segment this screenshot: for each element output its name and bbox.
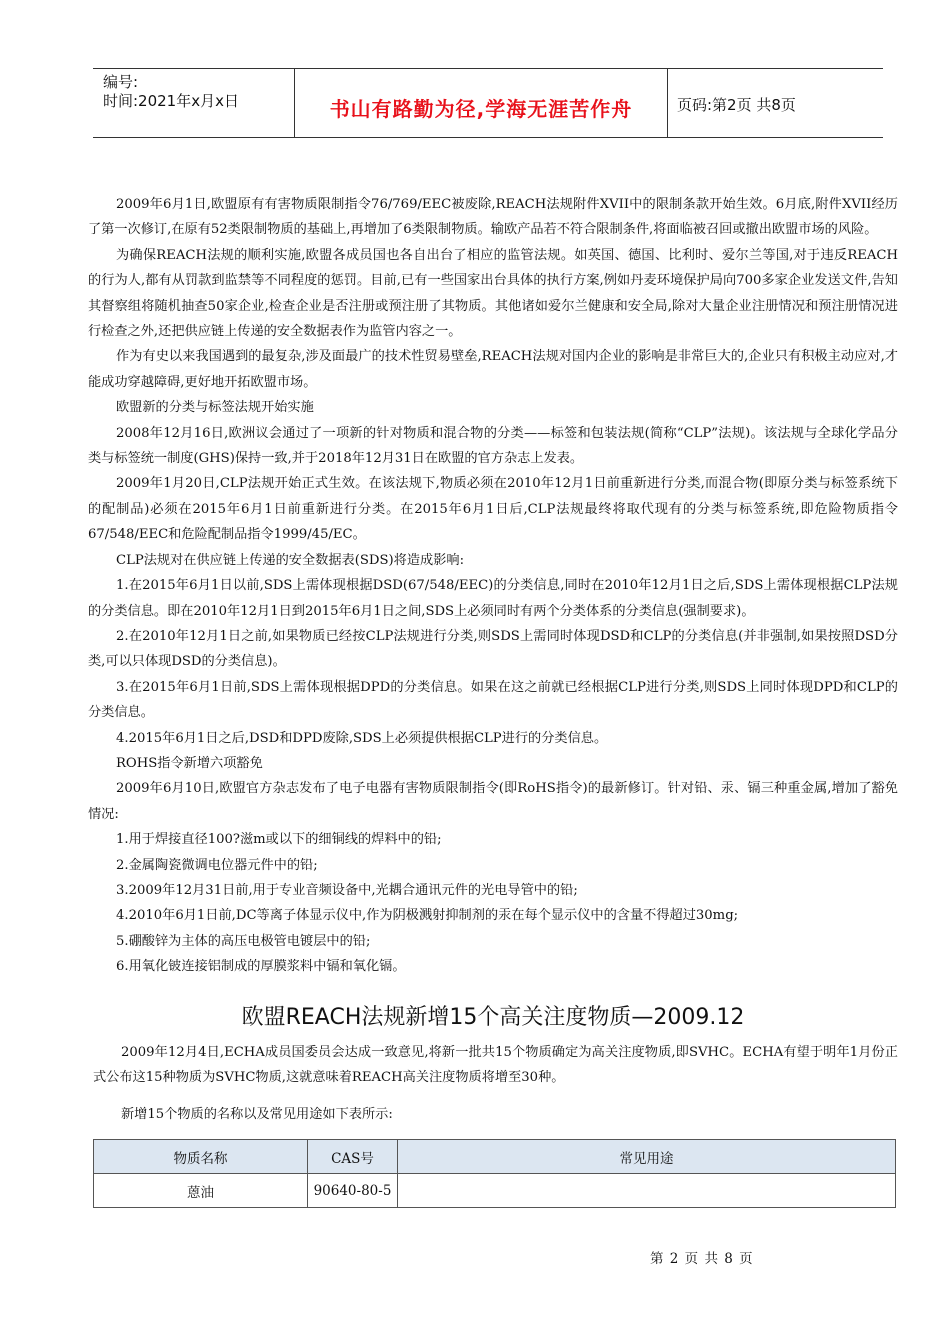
paragraph: 2009年6月10日,欧盟官方杂志发布了电子电器有害物质限制指令(即RoHS指令)的最新修订。针对铅、汞、镉三种重金属,增加了豁免情况: (88, 781, 898, 822)
section-body (93, 1040, 898, 1091)
header-time: 时间:2021年x月x日 (103, 92, 239, 110)
table-cell: 蒽油 (94, 1174, 308, 1208)
list-item: 4.2015年6月1日之后,DSD和DPD废除,SDS上必须提供根据CLP进行的分类信息。 (116, 730, 608, 746)
column-header: 常见用途 (398, 1140, 896, 1174)
table-cell: 90640-80-5 (308, 1174, 398, 1208)
list-item: 6.用氧化铍连接铝制成的厚膜浆料中镉和氧化镉。 (116, 959, 406, 975)
table-cell (398, 1174, 896, 1208)
paragraph: 为确保REACH法规的顺利实施,欧盟各成员国也各自出台了相应的监管法规。如英国、德国、比利时、爱尔兰等国,对于违反REACH的行为人,都有从罚款到监禁等不同程度的惩罚。目前,已有一些国家出台具体的执行方案,例如丹麦环境保护局向700多家企业发送文件,告知其督察组将随机抽查50家企业,检查企业是否注册或预注册了其物质。其他诸如爱尔兰健康和安全局,除对大量企业注册情况和预注册情况进行检查之外,还把供应链上传递的安全数据表作为监管内容之一。 (88, 247, 898, 340)
list-item: 4.2010年6月1日前,DC等离子体显示仪中,作为阴极溅射抑制剂的汞在每个显示仪中的含量不得超过30mg; (116, 908, 739, 924)
list-item: 1.用于焊接直径100?滋m或以下的细铜线的焊料中的铅; (116, 832, 442, 848)
list-item: 1.在2015年6月1日以前,SDS上需体现根据DSD(67/548/EEC)的分类信息,同时在2010年12月1日之后,SDS上需体现根据CLP法规的分类信息。即在2010年12月1日到2015年6月1日之间,SDS上必须同时有两个分类体系的分类信息(强制要求)。 (88, 578, 898, 619)
table-row (94, 1174, 896, 1208)
paragraph: CLP法规对在供应链上传递的安全数据表(SDS)将造成影响: (116, 552, 465, 568)
page-header (93, 68, 883, 138)
header-code: 编号: (103, 73, 139, 91)
paragraph: 2009年1月20日,CLP法规开始正式生效。在该法规下,物质必须在2010年12月1日前重新进行分类,而混合物(即原分类与标签系统下的配制品)必须在2015年6月1日前重新进行分类。在2015年6月1日后,CLP法规最终将取代现有的分类与标签系统,即危险物质指令67/548/EEC和危险配制品指令1999/45/EC。 (88, 476, 898, 543)
column-header: CAS号 (308, 1140, 398, 1174)
list-item: 5.硼酸锌为主体的高压电极管电镀层中的铅; (116, 933, 371, 949)
paragraph: 2008年12月16日,欧洲议会通过了一项新的针对物质和混合物的分类——标签和包装法规(简称“CLP”法规)。该法规与全球化学品分类与标签统一制度(GHS)保持一致,并于2018年12月31日在欧盟的官方杂志上发表。 (88, 425, 898, 467)
header-page-number: 页码:第2页 共8页 (677, 96, 796, 114)
list-item: 2.金属陶瓷微调电位器元件中的铅; (116, 857, 318, 873)
list-item: 3.2009年12月31日前,用于专业音频设备中,光耦合通讯元件的光电导管中的铅; (116, 882, 578, 898)
list-item: 2.在2010年12月1日之前,如果物质已经按CLP法规进行分类,则SDS上需同时体现DSD和CLP的分类信息(并非强制,如果按照DSD分类,可以只体现DSD的分类信息)。 (88, 628, 898, 670)
subheading: 欧盟新的分类与标签法规开始实施 (116, 400, 314, 416)
list-item: 3.在2015年6月1日前,SDS上需体现根据DPD的分类信息。如果在这之前就已经根据CLP进行分类,则SDS上同时体现DPD和CLP的分类信息。 (88, 679, 898, 721)
table-header-row (94, 1140, 896, 1174)
page-footer: 第 2 页 共 8 页 (650, 1251, 754, 1267)
header-divider (667, 69, 668, 137)
paragraph: 2009年6月1日,欧盟原有有害物质限制指令76/769/EEC被废除,REACH法规附件XVII中的限制条款开始生效。6月底,附件XVII经历了第一次修订,在原有52类限制物质的基础上,再增加了6类限制物质。输欧产品若不符合限制条件,将面临被召回或撤出欧盟市场的风险。 (88, 197, 898, 238)
section-title: 欧盟REACH法规新增15个高关注度物质—2009.12 (241, 1005, 745, 1030)
paragraph: 作为有史以来我国遇到的最复杂,涉及面最广的技术性贸易壁垒,REACH法规对国内企业的影响是非常巨大的,企业只有积极主动应对,才能成功穿越障碍,更好地开拓欧盟市场。 (88, 349, 898, 390)
table-intro: 新增15个物质的名称以及常见用途如下表所示: (121, 1107, 393, 1122)
column-header: 物质名称 (94, 1140, 308, 1174)
paragraph: 2009年12月4日,ECHA成员国委员会达成一致意见,将新一批共15个物质确定为高关注度物质,即SVHC。ECHA有望于明年1月份正式公布这15种物质为SVHC物质,这就意味着REACH高关注度物质将增至30种。 (93, 1045, 898, 1086)
substance-table (93, 1139, 896, 1208)
body-text (88, 192, 898, 980)
header-motto: 书山有路勤为径,学海无涯苦作舟 (329, 97, 633, 121)
subheading: ROHS指令新增六项豁免 (116, 755, 263, 771)
header-info (103, 73, 239, 111)
